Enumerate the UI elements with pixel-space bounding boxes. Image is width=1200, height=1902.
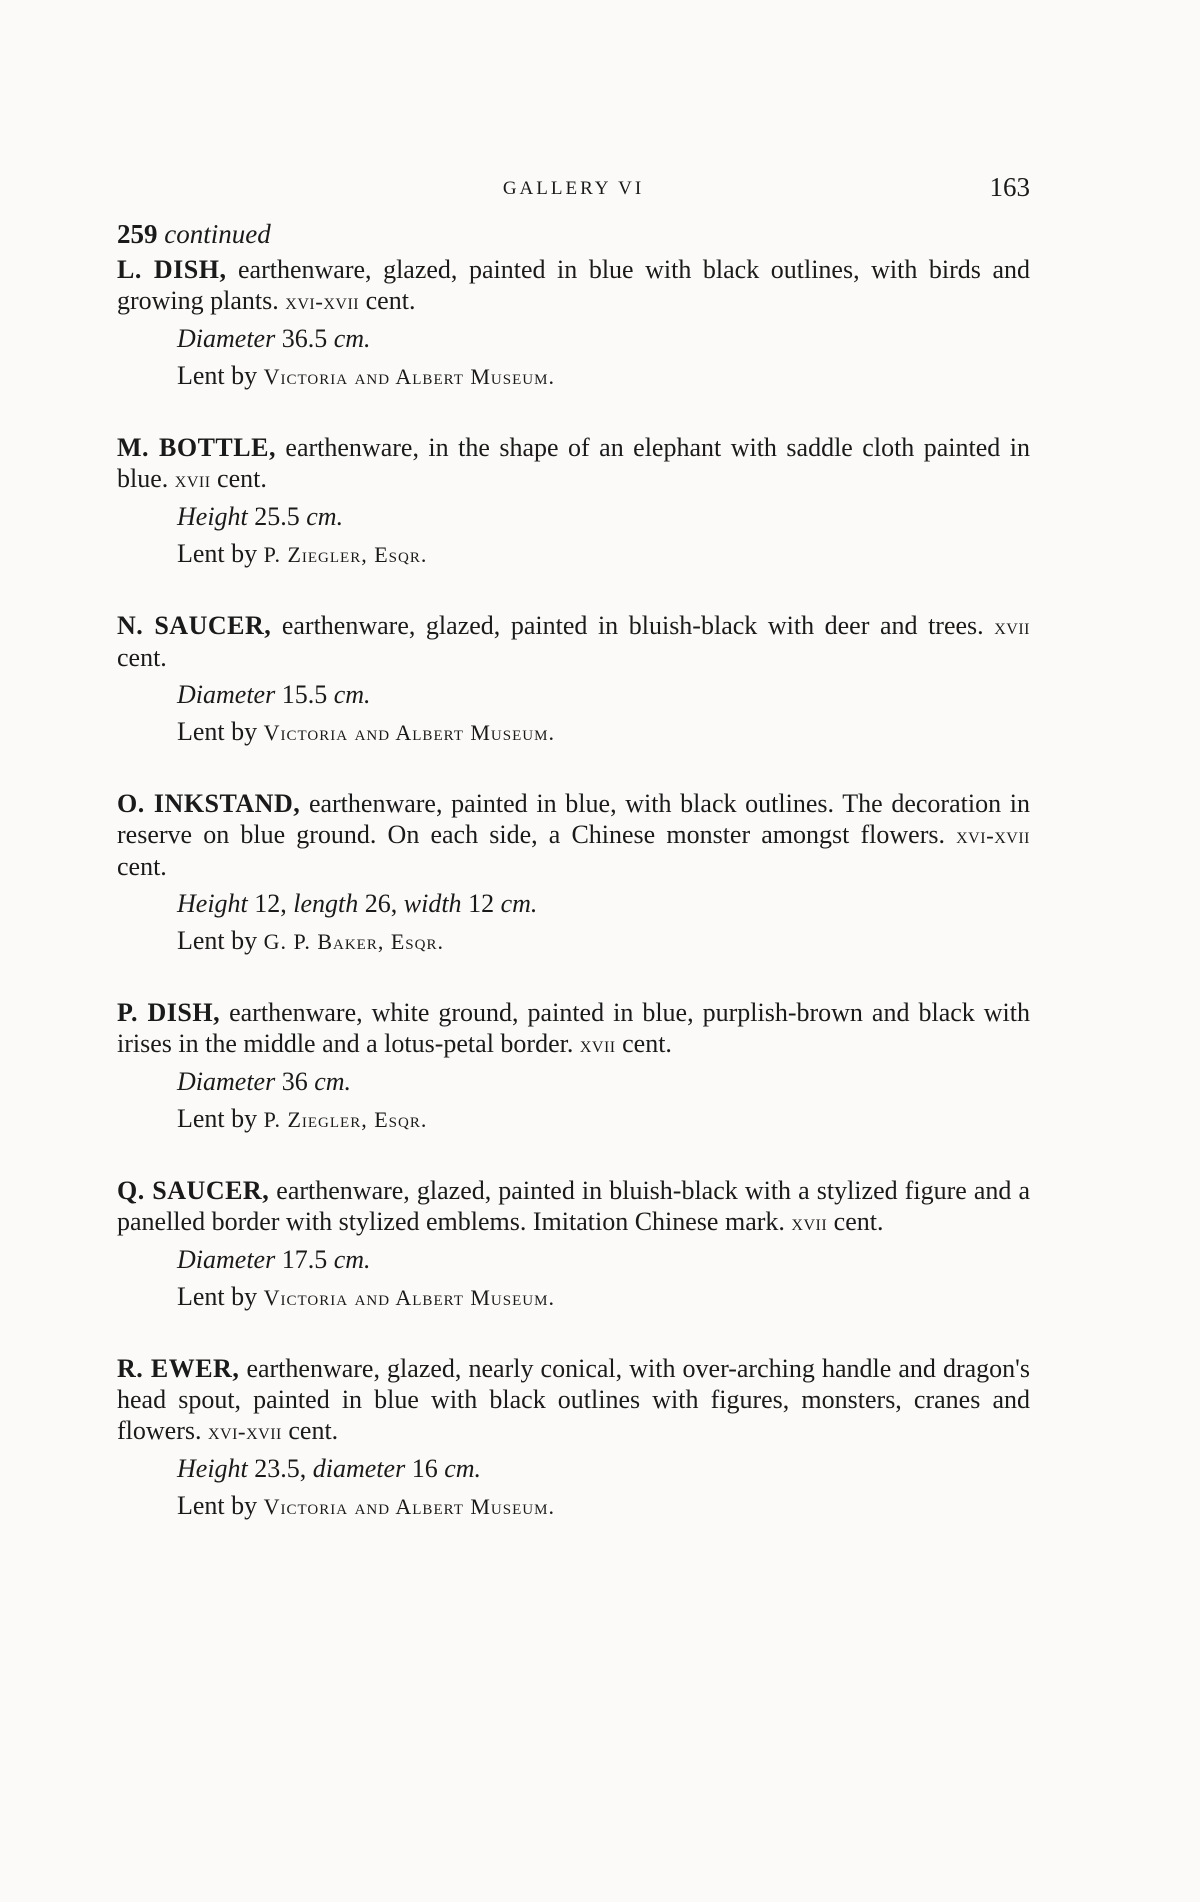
catalogue-entry-o bbox=[117, 788, 1030, 957]
dim-label: width bbox=[403, 889, 462, 918]
entry-lender-line bbox=[117, 1103, 1030, 1135]
lent-prefix: Lent by bbox=[177, 1104, 264, 1133]
entry-date: xvii bbox=[791, 1210, 828, 1235]
dim-unit: cm. bbox=[333, 680, 371, 709]
lender-name: Victoria and Albert Museum. bbox=[263, 720, 555, 745]
dim-unit: cm. bbox=[444, 1454, 482, 1483]
dim-value: 36.5 bbox=[275, 324, 334, 353]
entry-date-tail: cent. bbox=[117, 643, 167, 672]
running-title: GALLERY VI bbox=[502, 178, 645, 199]
lender-name: P. Ziegler, Esqr. bbox=[263, 1107, 428, 1132]
lender-name: G. P. Baker, Esqr. bbox=[263, 929, 444, 954]
entry-lender-line bbox=[117, 538, 1030, 570]
dim-label: Height bbox=[177, 1454, 248, 1483]
entry-description bbox=[117, 1175, 1030, 1238]
entry-heading: O. INKSTAND, bbox=[117, 789, 301, 818]
dim-unit: cm. bbox=[500, 889, 538, 918]
dim-value: 12, bbox=[247, 889, 294, 918]
entry-date: xvi-xvii bbox=[956, 823, 1030, 848]
entry-date-tail: cent. bbox=[359, 286, 416, 315]
entry-heading: R. EWER, bbox=[117, 1354, 240, 1383]
lent-prefix: Lent by bbox=[177, 1282, 264, 1311]
lent-prefix: Lent by bbox=[177, 717, 264, 746]
catalogue-entry-m bbox=[117, 432, 1030, 570]
continued-label: continued bbox=[164, 219, 271, 249]
entry-lender-line bbox=[117, 1281, 1030, 1313]
catalogue-content bbox=[117, 218, 1030, 1522]
dim-unit: cm. bbox=[333, 1245, 371, 1274]
dim-value: 15.5 bbox=[275, 680, 334, 709]
section-continued bbox=[117, 218, 1030, 250]
lent-prefix: Lent by bbox=[177, 361, 264, 390]
entry-dimensions bbox=[117, 1244, 1030, 1275]
entry-date: xvii bbox=[174, 467, 211, 492]
entry-lender-line bbox=[117, 716, 1030, 748]
entry-lender-line bbox=[117, 1490, 1030, 1522]
entry-description bbox=[117, 788, 1030, 882]
entry-text: earthenware, white ground, painted in blue, purplish-brown and black with irises in the middle and a lotus-petal border. bbox=[117, 998, 1031, 1058]
catalogue-entry-p bbox=[117, 997, 1030, 1135]
dim-value: 26, bbox=[358, 889, 404, 918]
entry-date: xvi-xvii bbox=[207, 1419, 282, 1444]
lender-name: P. Ziegler, Esqr. bbox=[263, 542, 428, 567]
entry-date-tail: cent. bbox=[827, 1207, 884, 1236]
catalogue-entry-r bbox=[117, 1353, 1030, 1522]
dim-value: 16 bbox=[405, 1454, 445, 1483]
entry-lender-line bbox=[117, 925, 1030, 957]
lent-prefix: Lent by bbox=[177, 539, 264, 568]
lent-prefix: Lent by bbox=[177, 926, 264, 955]
dim-label: diameter bbox=[312, 1454, 406, 1483]
dim-value: 23.5, bbox=[247, 1454, 313, 1483]
dim-label: Height bbox=[177, 889, 248, 918]
entry-description bbox=[117, 1353, 1030, 1447]
entry-text: earthenware, in the shape of an elephant with saddle cloth painted in blue. bbox=[117, 433, 1030, 493]
entry-text: earthenware, glazed, painted in bluish-black with a stylized figure and a panelled border with stylized emblems. Imitation Chinese mark. bbox=[117, 1176, 1030, 1236]
entry-date-tail: cent. bbox=[615, 1029, 672, 1058]
dim-unit: cm. bbox=[314, 1067, 352, 1096]
entry-description bbox=[117, 997, 1030, 1060]
entry-dimensions bbox=[117, 501, 1030, 532]
entry-heading: M. BOTTLE, bbox=[117, 433, 276, 462]
lender-name: Victoria and Albert Museum. bbox=[263, 364, 555, 389]
entry-dimensions bbox=[117, 323, 1030, 354]
entry-date-tail: cent. bbox=[117, 852, 167, 881]
page-number: 163 bbox=[989, 172, 1030, 202]
entry-heading: N. SAUCER, bbox=[117, 611, 272, 640]
entry-date-tail: cent. bbox=[281, 1416, 339, 1445]
entry-description bbox=[117, 432, 1030, 495]
dim-label: Diameter bbox=[177, 680, 276, 709]
dim-value: 12 bbox=[461, 889, 501, 918]
entry-date: xvii bbox=[579, 1032, 616, 1057]
dim-label: Height bbox=[177, 502, 248, 531]
lender-name: Victoria and Albert Museum. bbox=[263, 1494, 555, 1519]
entry-text: earthenware, glazed, painted in bluish-black with deer and trees. bbox=[271, 611, 995, 640]
dim-label: length bbox=[293, 889, 359, 918]
entry-date: xvi-xvii bbox=[285, 289, 360, 314]
dim-label: Diameter bbox=[177, 1067, 276, 1096]
entry-dimensions bbox=[117, 1453, 1030, 1484]
entry-text: earthenware, painted in blue, with black outlines. The decoration in reserve on blue ground. On each side, a Chinese monster amongst flowers. bbox=[117, 789, 1030, 849]
dim-label: Diameter bbox=[177, 324, 276, 353]
entry-text: earthenware, glazed, nearly conical, with over-arching handle and dragon's head spout, painted in blue with black outlines with figures, monsters, cranes and flowers. bbox=[117, 1354, 1030, 1445]
catalogue-entry-l bbox=[117, 254, 1030, 392]
entry-heading: Q. SAUCER, bbox=[117, 1176, 270, 1205]
dim-value: 25.5 bbox=[247, 502, 307, 531]
entry-heading: L. DISH, bbox=[117, 255, 227, 284]
entry-date-tail: cent. bbox=[210, 464, 267, 493]
entry-lender-line bbox=[117, 360, 1030, 392]
catalogue-entry-q bbox=[117, 1175, 1030, 1313]
dim-unit: cm. bbox=[306, 502, 344, 531]
entry-date: xvii bbox=[994, 614, 1030, 639]
entry-dimensions bbox=[117, 888, 1030, 919]
lent-prefix: Lent by bbox=[177, 1491, 264, 1520]
running-head bbox=[117, 172, 1030, 206]
entry-description bbox=[117, 610, 1030, 673]
entry-heading: P. DISH, bbox=[117, 998, 221, 1027]
section-number: 259 bbox=[117, 219, 158, 249]
catalogue-entry-n bbox=[117, 610, 1030, 748]
entry-description bbox=[117, 254, 1030, 317]
dim-value: 17.5 bbox=[275, 1245, 334, 1274]
dim-value: 36 bbox=[275, 1067, 315, 1096]
dim-unit: cm. bbox=[333, 324, 371, 353]
entry-text: earthenware, glazed, painted in blue with black outlines, with birds and growing plants. bbox=[117, 255, 1030, 315]
entry-dimensions bbox=[117, 679, 1030, 710]
entry-dimensions bbox=[117, 1066, 1030, 1097]
dim-label: Diameter bbox=[177, 1245, 276, 1274]
lender-name: Victoria and Albert Museum. bbox=[263, 1285, 555, 1310]
